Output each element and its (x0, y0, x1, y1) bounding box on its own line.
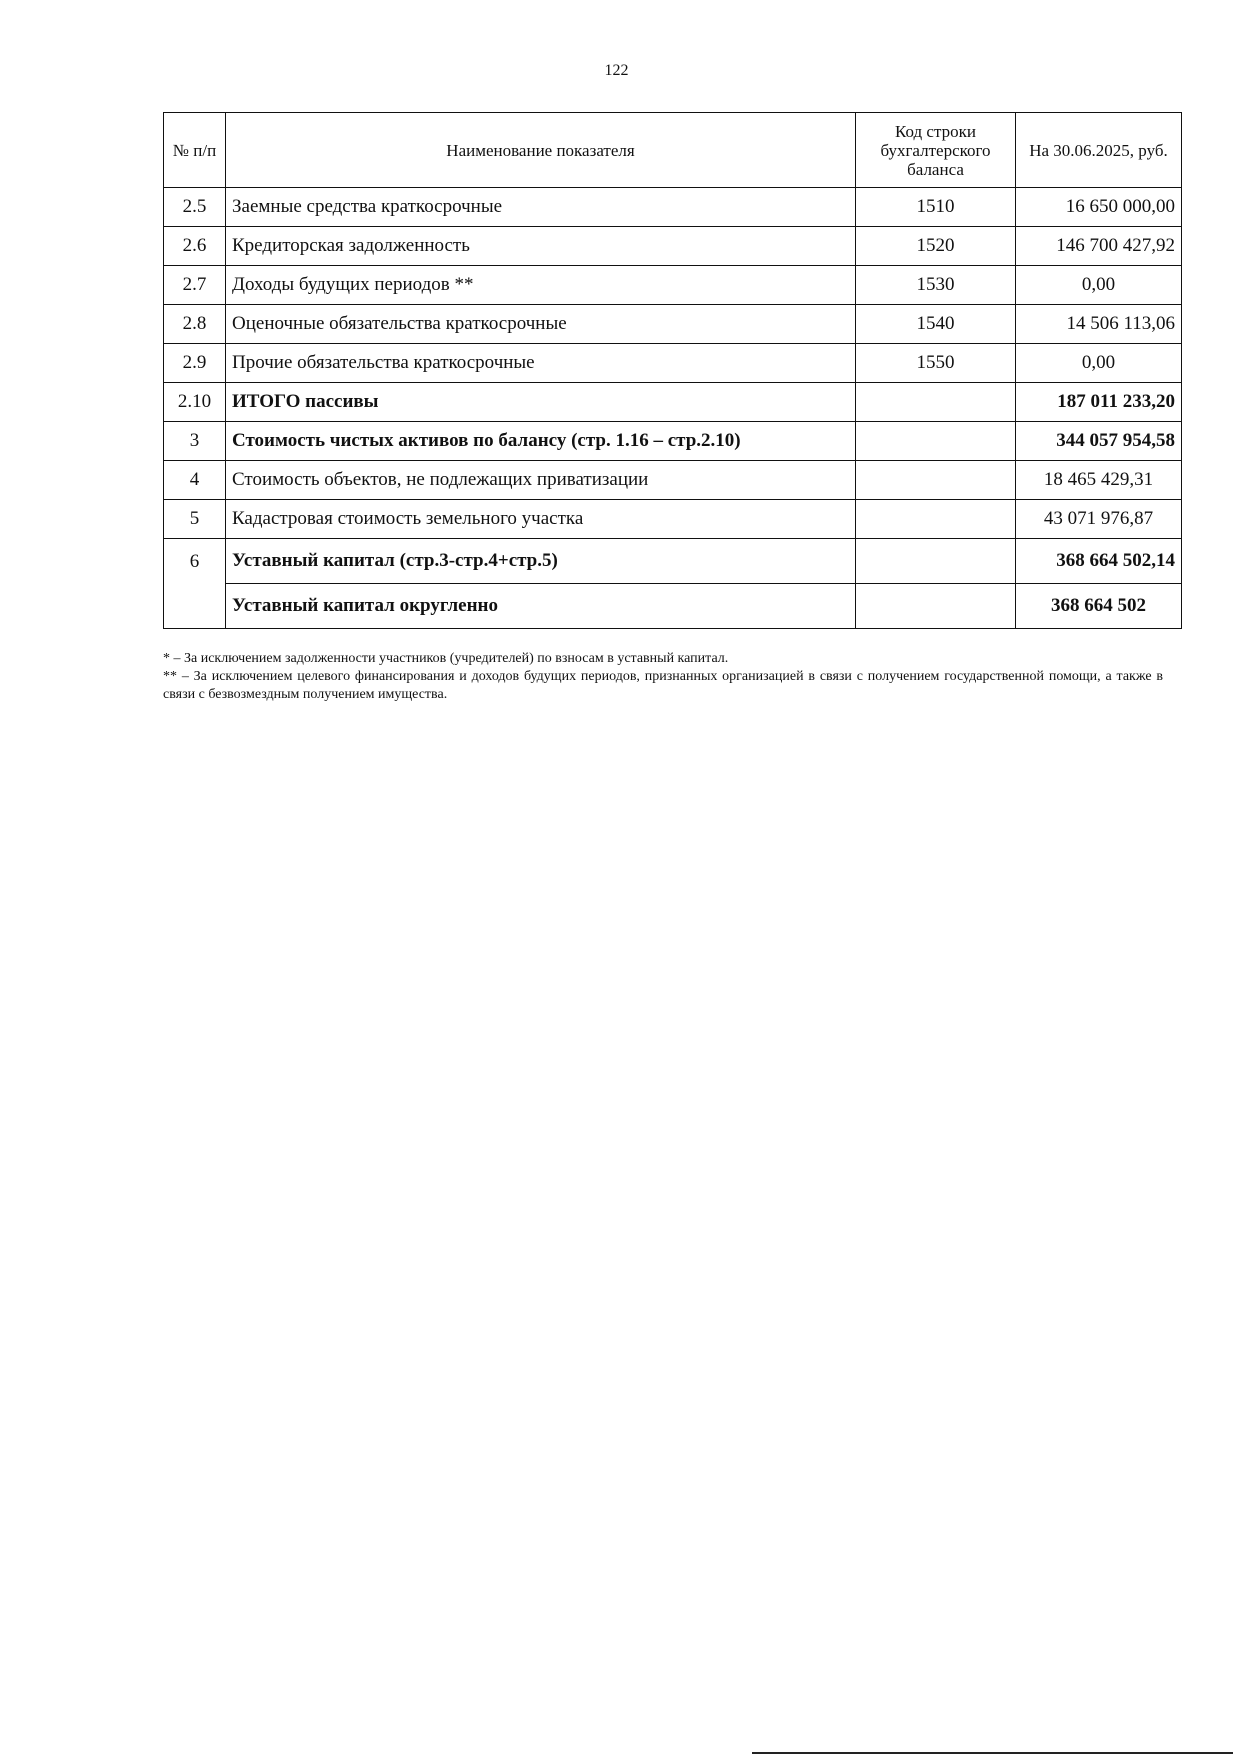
row-code (856, 539, 1016, 584)
row-code: 1520 (856, 227, 1016, 266)
row-value: 18 465 429,31 (1016, 461, 1182, 500)
row-value: 187 011 233,20 (1016, 383, 1182, 422)
row-name: Кредиторская задолженность (226, 227, 856, 266)
row-value: 0,00 (1016, 266, 1182, 305)
row-code (856, 422, 1016, 461)
row-value: 368 664 502,14 (1016, 539, 1182, 584)
row-num: 6 (164, 539, 226, 629)
row-code: 1550 (856, 344, 1016, 383)
header-name: Наименование показателя (226, 113, 856, 188)
row-value: 146 700 427,92 (1016, 227, 1182, 266)
row-num: 2.8 (164, 305, 226, 344)
row-code: 1530 (856, 266, 1016, 305)
page-number: 122 (604, 62, 629, 79)
row-num: 3 (164, 422, 226, 461)
header-code: Код строки бухгалтерского баланса (856, 113, 1016, 188)
table-row (164, 227, 1182, 266)
row-code (856, 500, 1016, 539)
table-row-net-assets (164, 422, 1182, 461)
row-code: 1540 (856, 305, 1016, 344)
table-row (164, 305, 1182, 344)
row-code (856, 461, 1016, 500)
row-name: Заемные средства краткосрочные (226, 188, 856, 227)
row-name: Уставный капитал округленно (226, 584, 856, 629)
table-row (164, 266, 1182, 305)
row-value: 43 071 976,87 (1016, 500, 1182, 539)
row-name: Стоимость чистых активов по балансу (стр. 1.16 – стр.2.10) (226, 422, 856, 461)
row-name: Кадастровая стоимость земельного участка (226, 500, 856, 539)
row-value: 14 506 113,06 (1016, 305, 1182, 344)
header-value: На 30.06.2025, руб. (1016, 113, 1182, 188)
table-row (164, 188, 1182, 227)
table-row-charter-capital (164, 539, 1182, 584)
row-value: 0,00 (1016, 344, 1182, 383)
row-name: Оценочные обязательства краткосрочные (226, 305, 856, 344)
row-name: Доходы будущих периодов ** (226, 266, 856, 305)
row-code (856, 584, 1016, 629)
table-row (164, 344, 1182, 383)
table-row (164, 461, 1182, 500)
table-row (164, 500, 1182, 539)
table-header-row (164, 113, 1182, 188)
row-num: 2.5 (164, 188, 226, 227)
row-code (856, 383, 1016, 422)
footnote-1: * – За исключением задолженности участников (учредителей) по взносам в уставный капитал. (163, 651, 729, 666)
row-num: 2.7 (164, 266, 226, 305)
bottom-rule (752, 1752, 1233, 1754)
row-value: 368 664 502 (1016, 584, 1182, 629)
row-num: 2.9 (164, 344, 226, 383)
balance-table (163, 112, 1182, 629)
row-num: 2.6 (164, 227, 226, 266)
header-num: № п/п (164, 113, 226, 188)
row-name: Прочие обязательства краткосрочные (226, 344, 856, 383)
table-row-charter-capital-rounded (164, 584, 1182, 629)
row-name: ИТОГО пассивы (226, 383, 856, 422)
footnotes (163, 650, 1163, 704)
row-num: 5 (164, 500, 226, 539)
table-row-total-liabilities (164, 383, 1182, 422)
row-code: 1510 (856, 188, 1016, 227)
row-num: 4 (164, 461, 226, 500)
footnote-2: ** – За исключением целевого финансирования и доходов будущих периодов, признанных организацией в связи с получением государственной помощи, а также в связи с безвозмездным получением имущества. (163, 669, 1163, 702)
row-value: 344 057 954,58 (1016, 422, 1182, 461)
row-name: Стоимость объектов, не подлежащих приватизации (226, 461, 856, 500)
row-value: 16 650 000,00 (1016, 188, 1182, 227)
row-num: 2.10 (164, 383, 226, 422)
row-name: Уставный капитал (стр.3-стр.4+стр.5) (226, 539, 856, 584)
